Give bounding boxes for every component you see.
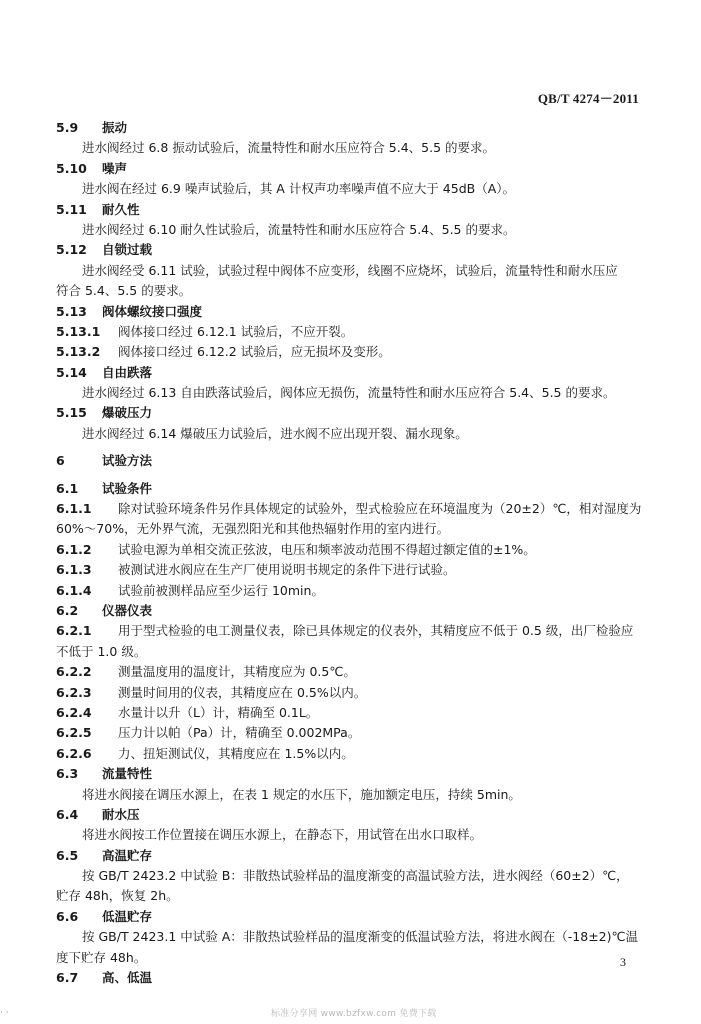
paragraph-line: 不低于 1.0 级。 [56, 643, 147, 659]
clause-text: 被测试进水阀应在生产厂使用说明书规定的条件下进行试验。 [118, 562, 456, 578]
section-heading [56, 846, 646, 866]
page-number: 3 [620, 955, 626, 969]
clause-line [56, 499, 646, 519]
clause-text: 测量时间用的仪表，其精度应在 0.5%以内。 [118, 684, 367, 700]
clause-number: 5.13.2 [56, 344, 101, 360]
clause-number: 6.3 [56, 766, 79, 782]
clause-number: 6.2.2 [56, 664, 92, 680]
clause-line [56, 662, 646, 682]
paragraph-line: 进水阀经过 6.14 爆破压力试验后，进水阀不应出现开裂、漏水现象。 [82, 425, 468, 441]
clause-text: 用于型式检验的电工测量仪表，除已具体规定的仪表外，其精度应不低于 0.5 级，出厂检验应 [118, 623, 634, 639]
section-heading [56, 968, 646, 988]
clause-line [56, 540, 646, 560]
heading-text: 低温贮存 [102, 908, 153, 924]
paragraph-line: 60%～70%，无外界气流，无强烈阳光和其他热辐射作用的室内进行。 [56, 521, 450, 537]
heading-text: 试验方法 [102, 453, 153, 469]
watermark: 标准分享网 www.bzfxw.com 免费下载 [271, 1009, 437, 1019]
heading-text: 自锁过载 [102, 242, 153, 258]
paragraph-line: 进水阀经受 6.11 试验，试验过程中阀体不应变形，线圈不应烧坏，试验后，流量特性和耐水压应 [82, 262, 618, 278]
heading-text: 试验条件 [102, 480, 153, 496]
heading-text: 振动 [102, 120, 128, 135]
heading-text: 自由跌落 [102, 364, 153, 380]
clause-number: 6.1.4 [56, 582, 92, 598]
clause-number: 6.1.2 [56, 541, 92, 557]
section-heading [56, 403, 646, 423]
section-heading [56, 764, 646, 784]
paragraph-line: 按 GB/T 2423.1 中试验 A：非散热试验样品的温度渐变的低温试验方法，将进水阀在（-18±2)℃温 [82, 929, 639, 945]
section-heading [56, 601, 646, 621]
clause-number: 6.2.5 [56, 725, 92, 741]
paragraph-line: 进水阀经过 6.10 耐久性试验后，流量特性和耐水压应符合 5.4、5.5 的要求。 [82, 221, 516, 237]
clause-number: 6.2.6 [56, 745, 92, 761]
heading-text: 高、低温 [102, 970, 153, 986]
heading-text: 仪器仪表 [102, 602, 153, 618]
clause-number: 5.13 [56, 303, 87, 319]
section-heading [56, 118, 646, 138]
heading-text: 耐水压 [102, 806, 140, 822]
paragraph-line: 进水阀经过 6.13 自由跌落试验后，阀体应无损伤，流量特性和耐水压应符合 5.4、5.5 的要求。 [82, 385, 616, 401]
clause-number: 6 [56, 453, 65, 469]
clause-number: 5.14 [56, 364, 87, 380]
section-heading [56, 805, 646, 825]
clause-line [56, 621, 646, 641]
clause-number: 6.5 [56, 847, 79, 863]
heading-text: 耐久性 [102, 201, 140, 217]
clause-number: 6.2 [56, 602, 79, 618]
heading-text: 爆破压力 [102, 405, 153, 421]
clause-number: 6.1 [56, 480, 79, 496]
section-heading [56, 907, 646, 927]
clause-line [56, 581, 646, 601]
section-heading [56, 451, 646, 471]
section-heading [56, 240, 646, 260]
clause-number: 6.6 [56, 908, 79, 924]
paragraph-line: 进水阀在经过 6.9 噪声试验后，其 A 计权声功率噪声值不应大于 45dB（A）。 [82, 181, 516, 197]
paragraph-line: 符合 5.4、5.5 的要求。 [56, 283, 192, 299]
clause-line [56, 560, 646, 580]
section-heading [56, 159, 646, 179]
clause-number: 6.4 [56, 806, 79, 822]
clause-line [56, 703, 646, 723]
clause-text: 除对试验环境条件另作具体规定的试验外，型式检验应在环境温度为（20±2）℃，相对湿度为 [118, 501, 642, 517]
clause-number: 6.1.1 [56, 501, 92, 517]
heading-text: 噪声 [102, 160, 128, 176]
clause-number: 6.7 [56, 970, 79, 986]
clause-text: 力、扭矩测试仪，其精度应在 1.5%以内。 [118, 745, 354, 761]
clause-text: 阀体接口经过 6.12.1 试验后，不应开裂。 [118, 323, 354, 339]
clause-line [56, 744, 646, 764]
heading-text: 阀体螺纹接口强度 [102, 303, 203, 319]
heading-text: 流量特性 [102, 766, 153, 782]
clause-text: 试验前被测样品应至少运行 10min。 [118, 582, 324, 598]
clause-number: 5.13.1 [56, 323, 101, 339]
clause-text: 测量温度用的温度计，其精度应为 0.5℃。 [118, 664, 356, 680]
paragraph-line: 度下贮存 48h。 [56, 949, 147, 965]
clause-number: 6.2.3 [56, 684, 92, 700]
document-body [56, 118, 646, 988]
paragraph-line: 按 GB/T 2423.2 中试验 B：非散热试验样品的温度渐变的高温试验方法，进水阀经（60±2）℃， [82, 868, 629, 884]
clause-text: 压力计以帕（Pa）计，精确至 0.002MPa。 [118, 725, 361, 741]
clause-number: 6.2.1 [56, 623, 92, 639]
section-heading [56, 479, 646, 499]
clause-line [56, 723, 646, 743]
clause-line [56, 683, 646, 703]
heading-text: 高温贮存 [102, 847, 153, 863]
clause-text: 阀体接口经过 6.12.2 试验后，应无损坏及变形。 [118, 344, 391, 360]
clause-number: 5.9 [56, 120, 79, 135]
clause-number: 5.10 [56, 160, 87, 176]
clause-number: 5.11 [56, 201, 87, 217]
clause-number: 6.2.4 [56, 704, 92, 720]
section-heading [56, 200, 646, 220]
clause-number: 5.12 [56, 242, 87, 258]
paragraph-line: 进水阀经过 6.8 振动试验后，流量特性和耐水压应符合 5.4、5.5 的要求。 [82, 140, 496, 156]
standard-code-header: QB/T 4274－2011 [537, 91, 639, 106]
paragraph-line: 贮存 48h，恢复 2h。 [56, 888, 179, 904]
clause-line [56, 322, 646, 342]
clause-number: 5.15 [56, 405, 87, 421]
paragraph-line: 将进水阀接在调压水源上，在表 1 规定的水压下，施加额定电压，持续 5min。 [82, 786, 521, 802]
clause-text: 试验电源为单相交流正弦波，电压和频率波动范围不得超过额定值的±1%。 [118, 541, 536, 557]
clause-text: 水量计以升（L）计，精确至 0.1L。 [118, 704, 319, 720]
clause-number: 6.1.3 [56, 562, 92, 578]
corner-mark: · · [0, 1008, 9, 1018]
clause-line [56, 342, 646, 362]
section-heading [56, 363, 646, 383]
paragraph-line: 将进水阀按工作位置接在调压水源上，在静态下，用试管在出水口取样。 [82, 827, 483, 843]
section-heading [56, 302, 646, 322]
